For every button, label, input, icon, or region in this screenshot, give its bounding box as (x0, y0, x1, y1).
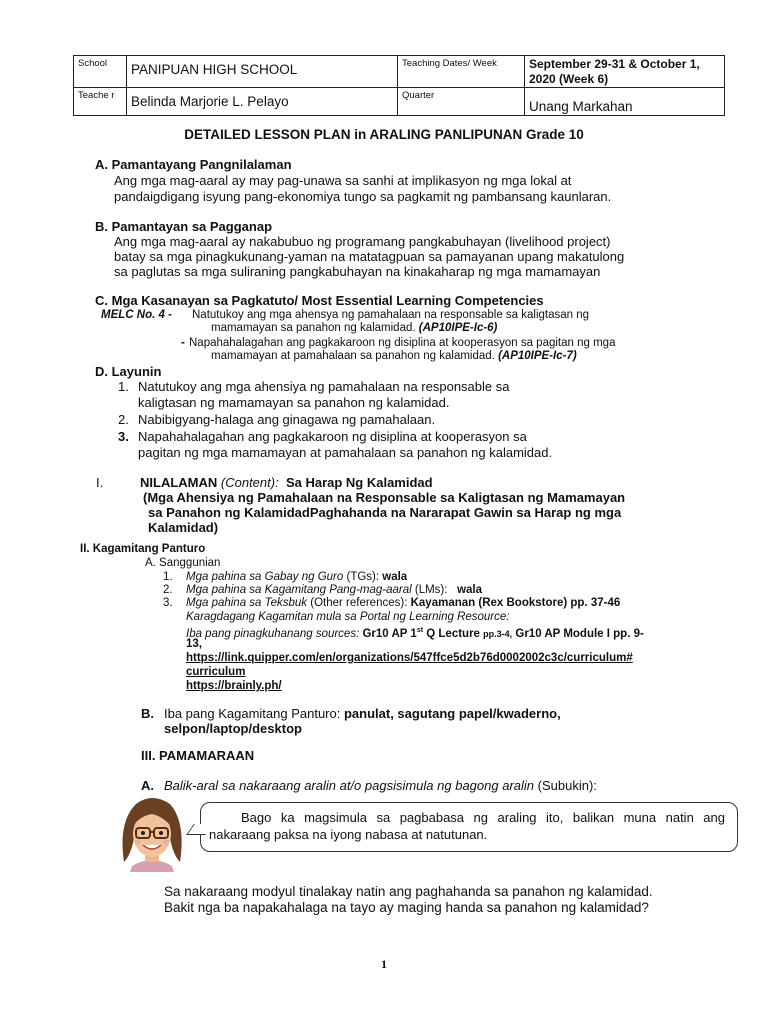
melc2-dash: - (181, 337, 185, 349)
ref-num: 3. (163, 597, 173, 609)
school-label: School (74, 56, 127, 88)
section-b-line: Ang mga mag-aaral ay nakabubuo ng programang pangkabuhayan (livelihood project) (114, 234, 611, 249)
teacher-label: Teache r (74, 88, 127, 116)
quarter-label: Quarter (398, 88, 525, 116)
pamamaraan-a-label: A. (141, 778, 154, 793)
b-materials-cont: selpon/laptop/desktop (164, 721, 302, 736)
section-b-line: batay sa mga pinagkukunang-yaman na matatagpuan sa pamayanan upang makatulong (114, 249, 625, 264)
nilalaman-sub-line: Kalamidad) (148, 520, 219, 535)
nilalaman-roman: I. (96, 475, 104, 490)
intro-paragraph-line: Bakit nga ba napakahalaga na tayo ay maging handa sa panahon ng kalamidad? (164, 900, 649, 915)
layunin-line: Nabibigyang-halaga ang ginagawa ng pamahalaan. (138, 412, 436, 427)
speech-bubble (200, 802, 738, 852)
intro-paragraph-line: Sa nakaraang modyul tinalakay natin ang paghahanda sa panahon ng kalamidad. (164, 884, 653, 899)
ref-item: Mga pahina sa Gabay ng Guro (TGs): wala (186, 571, 408, 583)
section-a-line: Ang mga mag-aaral ay may pag-unawa sa sanhi at implikasyon ng mga lokal at (114, 173, 572, 188)
brainly-link[interactable]: https://brainly.ph/ (186, 680, 282, 692)
page-title: DETAILED LESSON PLAN in ARALING PANLIPUNAN Grade 10 (184, 127, 584, 142)
iba-sources-cont: 13, (186, 638, 202, 650)
ref-item: Mga pahina sa Kagamitang Pang-mag-aaral (LMs): wala (186, 584, 482, 596)
page-number: 1 (381, 957, 387, 971)
quipper-link[interactable]: https://link.quipper.com/en/organizations/547ffce5d2b76d0002002c3c/curriculum# (186, 652, 633, 664)
pamamaraan-heading: III. PAMAMARAAN (141, 748, 255, 763)
ref-num: 2. (163, 584, 173, 596)
quipper-link-cont[interactable]: curriculum (186, 666, 246, 678)
layunin-num: 3. (118, 429, 129, 444)
sanggunian-label: A. Sanggunian (145, 557, 221, 569)
teacher-avatar-icon (114, 792, 190, 872)
karagdagang-text: Karagdagang Kagamitan mula sa Portal ng Learning Resource: (186, 611, 510, 623)
header-table (73, 55, 725, 116)
layunin-line: Natutukoy ang mga ahensiya ng pamahalaan na responsable sa (138, 379, 510, 394)
section-c-heading: C. Mga Kasanayan sa Pagkatuto/ Most Essential Learning Competencies (95, 293, 544, 308)
layunin-num: 2. (118, 412, 129, 427)
speech-bubble-text: Bago ka magsimula sa pagbabasa ng araling ito, balikan muna natin ang nakaraang paksa na iyong nabasa at natutunan. (209, 810, 725, 842)
kagamitan-heading: II. Kagamitang Panturo (80, 543, 206, 555)
section-a-heading: A. Pamantayang Pangnilalaman (95, 157, 292, 172)
layunin-line: kaligtasan ng mamamayan sa panahon ng kalamidad. (138, 395, 450, 410)
melc-label: MELC No. 4 - (101, 309, 172, 321)
ref-item: Mga pahina sa Teksbuk (Other references): Kayamanan (Rex Bookstore) pp. 37-46 (186, 597, 621, 609)
melc1-code: (AP10IPE-Ic-6) (418, 322, 498, 334)
b-materials: Iba pang Kagamitang Panturo: panulat, sagutang papel/kwaderno, (164, 706, 561, 721)
nilalaman-sub-line: (Mga Ahensiya ng Pamahalaan na Responsable sa Kaligtasan ng Mamamayan (143, 490, 626, 505)
layunin-num: 1. (118, 379, 129, 394)
nilalaman-topic: Sa Harap Ng Kalamidad (285, 475, 433, 490)
pamamaraan-a-text: Balik-aral sa nakaraang aralin at/o pagsisimula ng bagong aralin (Subukin): (164, 778, 597, 793)
dates-label: Teaching Dates/ Week (398, 56, 525, 88)
dates-value: September 29-31 & October 1, 2020 (Week 6) (525, 56, 725, 88)
teacher-value: Belinda Marjorie L. Pelayo (127, 88, 398, 116)
ref-num: 1. (163, 571, 173, 583)
nilalaman-line: NILALAMAN (Content): Sa Harap Ng Kalamidad (140, 475, 433, 490)
melc1-line1: Natutukoy ang mga ahensya ng pamahalaan na responsable sa kaligtasan ng (192, 309, 590, 321)
nilalaman-sub-line: sa Panahon ng KalamidadPaghahanda na Nararapat Gawin sa Harap ng mga (148, 505, 622, 520)
iba-sources: Iba pang pinagkuhanang sources: Gr10 AP 1st Q Lecture pp.3-4, Gr10 AP Module I pp. 9- (186, 627, 644, 640)
quarter-value: Unang Markahan (525, 88, 725, 116)
b-label: B. (141, 706, 154, 721)
school-value: PANIPUAN HIGH SCHOOL (127, 56, 398, 88)
section-b-line: sa paglutas sa mga suliraning pangkabuhayan na kinakaharap ng mga mamamayan (114, 264, 601, 279)
layunin-line: pagitan ng mga mamamayan at pamahalaan sa panahon ng kalamidad. (138, 445, 553, 460)
teacher-avatar (114, 792, 190, 872)
section-d-heading: D. Layunin (95, 364, 162, 379)
melc2-line2: mamamayan at pamahalaan sa panahon ng kalamidad. (AP10IPE-Ic-7) (211, 350, 577, 362)
layunin-line: Napahahalagahan ang pagkakaroon ng disiplina at kooperasyon sa (138, 429, 527, 444)
melc2-line1: Napahahalagahan ang pagkakaroon ng disiplina at kooperasyon sa pagitan ng mga (189, 337, 616, 349)
section-a-line: pandaigdigang isyung pang-ekonomiya tungo sa pagkamit ng pambansang kaunlaran. (114, 189, 612, 204)
melc2-code: (AP10IPE-Ic-7) (498, 350, 577, 362)
section-b-heading: B. Pamantayan sa Pagganap (95, 219, 273, 234)
melc1-line2: mamamayan sa panahon ng kalamidad. (AP10IPE-Ic-6) (211, 322, 498, 334)
